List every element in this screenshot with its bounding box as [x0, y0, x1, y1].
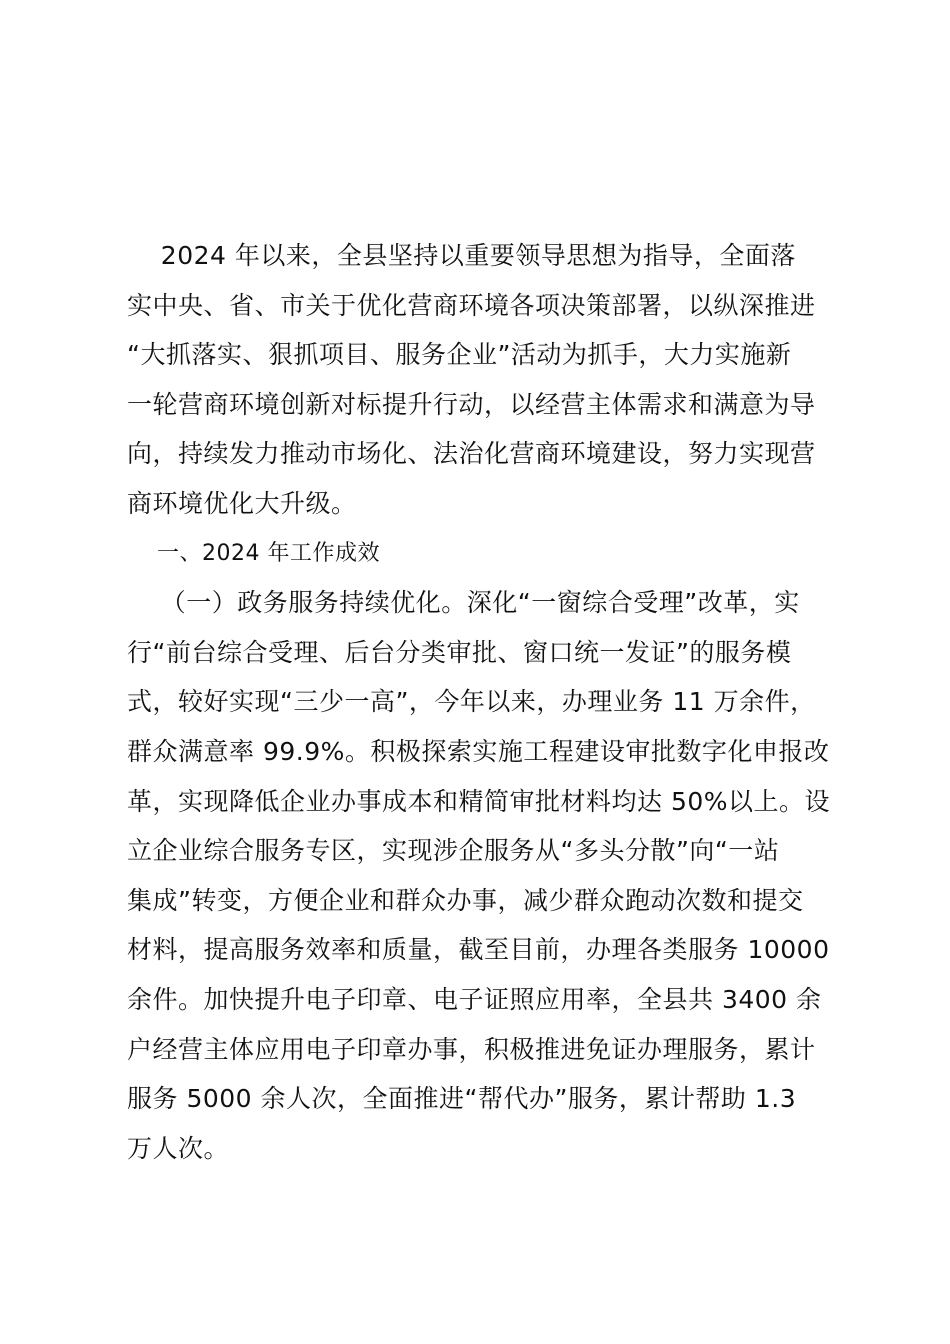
document-body	[127, 231, 855, 1173]
paragraph-line: 群众满意率 99.9%。积极探索实施工程建设审批数字化申报改	[127, 736, 830, 766]
paragraph-line: 向，持续发力推动市场化、法治化营商环境建设，努力实现营	[127, 439, 816, 469]
paragraph-line: 服务 5000 余人次，全面推进“帮代办”服务，累计帮助 1.3	[127, 1084, 797, 1114]
paragraph-line: “大抓落实、狠抓项目、服务企业”活动为抓手，大力实施新	[127, 340, 792, 370]
paragraph-line: 革，实现降低企业办事成本和精简审批材料均达 50%以上。设	[127, 786, 831, 816]
paragraph-line: 集成”转变，方便企业和群众办事，减少群众跑动次数和提交	[127, 885, 804, 915]
paragraph-line: 万人次。	[127, 1133, 230, 1163]
paragraph-line: 材料，提高服务效率和质量，截至目前，办理各类服务 10000	[127, 935, 830, 965]
paragraph-line: 2024 年以来，全县坚持以重要领导思想为指导，全面落	[127, 241, 796, 270]
paragraph-line: 户经营主体应用电子印章办事，积极推进免证办理服务，累计	[127, 1034, 816, 1064]
paragraph-line: 行“前台综合受理、后台分类审批、窗口统一发证”的服务模	[127, 637, 792, 667]
section-heading: 一、2024 年工作成效	[127, 540, 380, 566]
paragraph-line: 立企业综合服务专区，实现涉企服务从“多头分散”向“一站	[127, 836, 780, 866]
paragraph-line: （一）政务服务持续优化。深化“一窗综合受理”改革，实	[127, 588, 800, 618]
paragraph-line: 实中央、省、市关于优化营商环境各项决策部署，以纵深推进	[127, 290, 816, 320]
paragraph-line: 余件。加快提升电子印章、电子证照应用率，全县共 3400 余	[127, 984, 822, 1014]
paragraph-line: 商环境优化大升级。	[127, 488, 357, 518]
paragraph-line: 一轮营商环境创新对标提升行动，以经营主体需求和满意为导	[127, 389, 816, 419]
paragraph-line: 式，较好实现“三少一高”，今年以来，办理业务 11 万余件，	[127, 687, 816, 717]
